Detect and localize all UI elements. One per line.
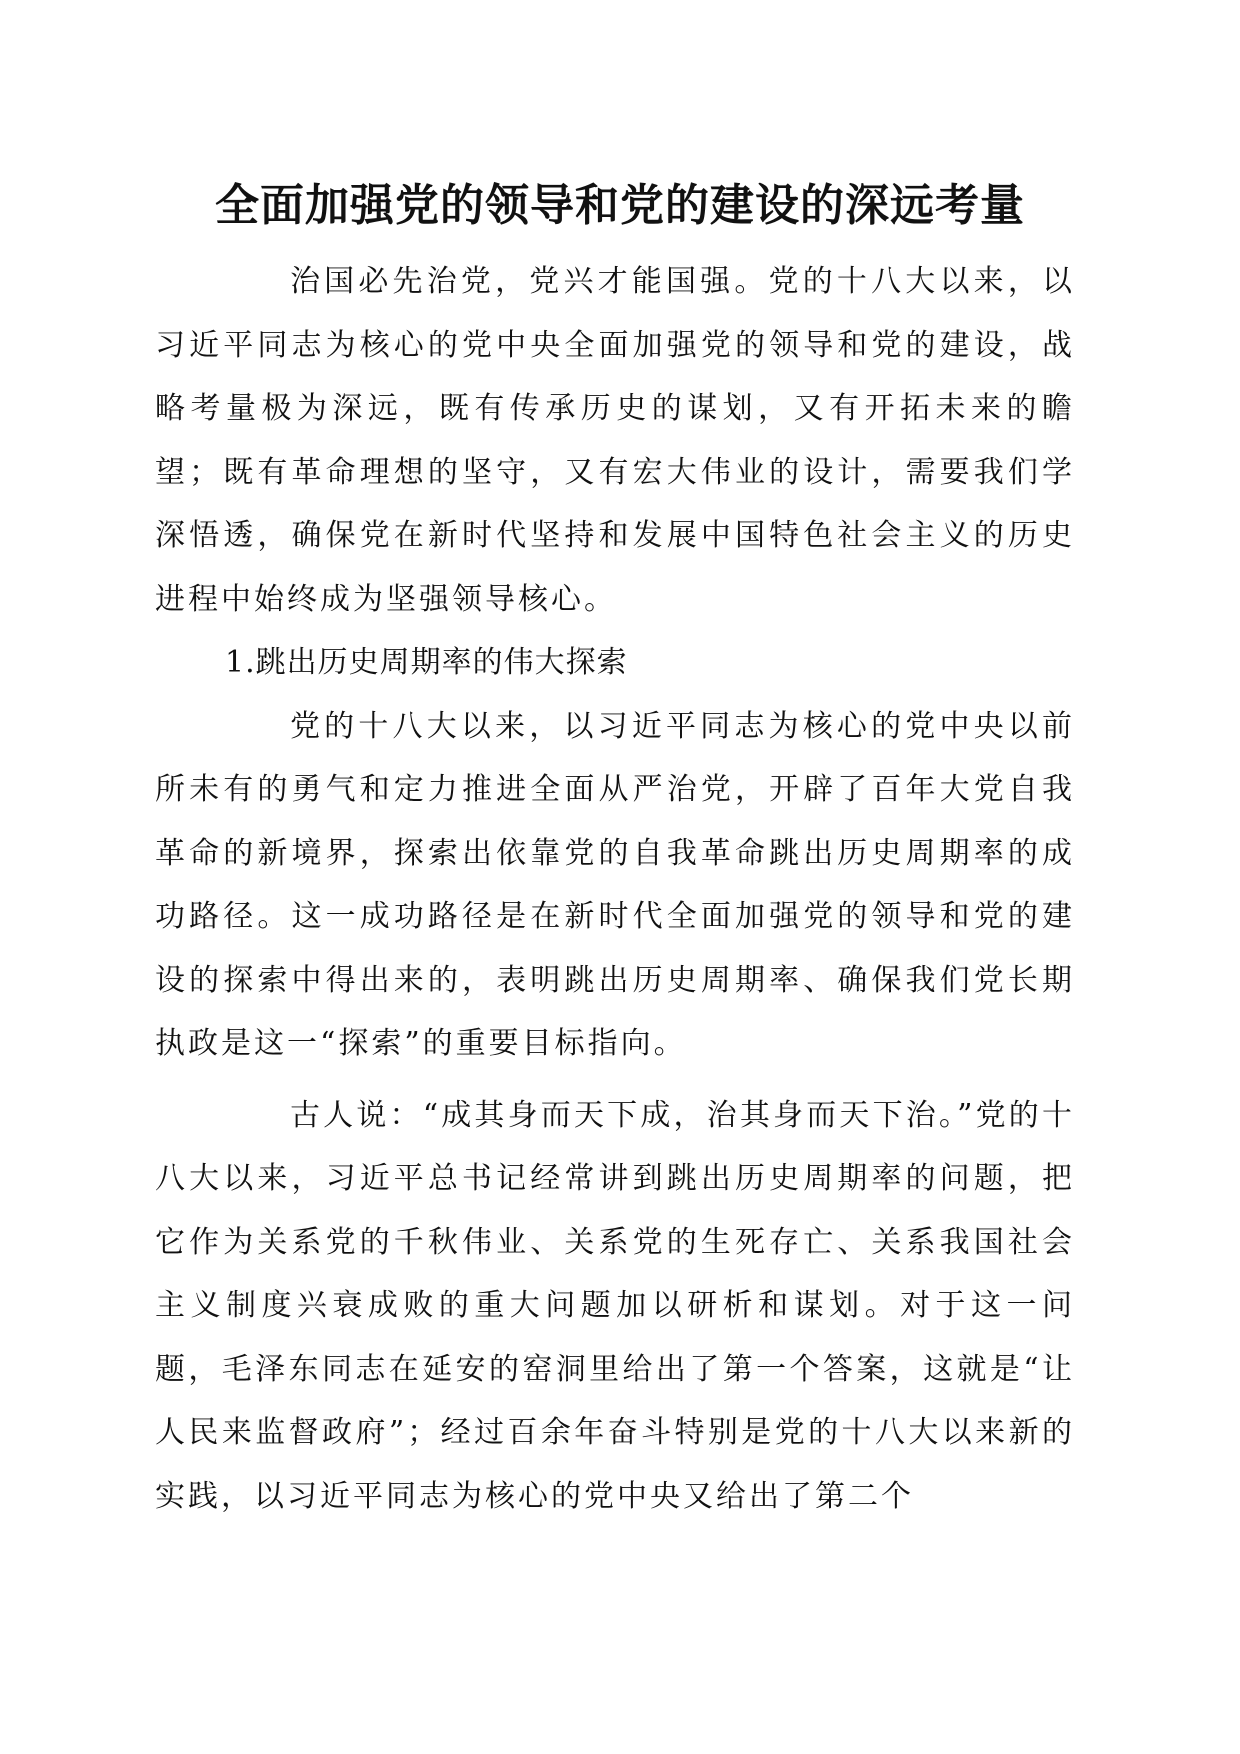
paragraph-section-1-b: 古人说：“成其身而天下成，治其身而天下治。”党的十八大以来，习近平总书记经常讲到跳出历史周期率的问题，把它作为关系党的千秋伟业、关系党的生死存亡、关系我国社会主义制度兴衰成败的重大问题加以研析和谋划。对于这一问题，毛泽东同志在延安的窑洞里给出了第一个答案，这就是“让人民来监督政府”；经过百余年奋斗特别是党的十八大以来新的实践，以习近平同志为核心的党中央又给出了第二个	[155, 1097, 1075, 1514]
paragraph-section-1-a: 党的十八大以来，以习近平同志为核心的党中央以前所未有的勇气和定力推进全面从严治党，开辟了百年大党自我革命的新境界，探索出依靠党的自我革命跳出历史周期率的成功路径。这一成功路径是在新时代全面加强党的领导和党的建设的探索中得出来的，表明跳出历史周期率、确保我们党长期执政是这一“探索”的重要目标指向。	[155, 708, 1075, 1061]
document-body	[155, 250, 1075, 1528]
section-heading-1: 1.跳出历史周期率的伟大探索	[225, 645, 628, 680]
document-title: 全面加强党的领导和党的建设的深远考量	[215, 180, 1025, 231]
paragraph-intro: 治国必先治党，党兴才能国强。党的十八大以来，以习近平同志为核心的党中央全面加强党的领导和党的建设，战略考量极为深远，既有传承历史的谋划，又有开拓未来的瞻望；既有革命理想的坚守，又有宏大伟业的设计，需要我们学深悟透，确保党在新时代坚持和发展中国特色社会主义的历史进程中始终成为坚强领导核心。	[155, 264, 1075, 617]
